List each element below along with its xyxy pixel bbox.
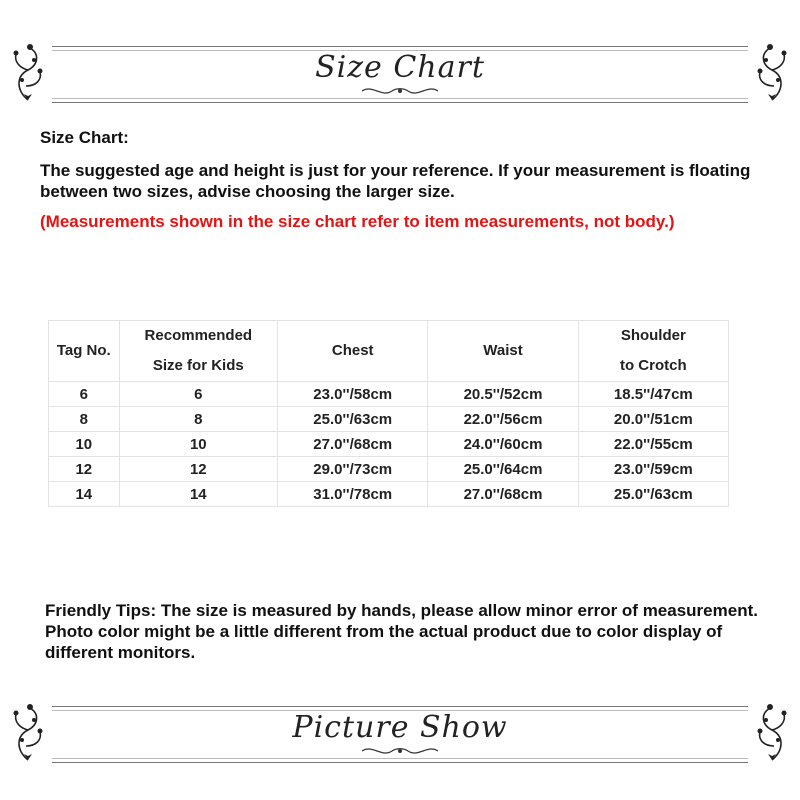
warning-text: (Measurements shown in the size chart refer to item measurements, not body.): [40, 212, 675, 231]
cell-waist: 20.5''/52cm: [428, 382, 578, 407]
footer-banner: [0, 692, 800, 772]
cell-chest: 23.0''/58cm: [278, 382, 428, 407]
cell-shoulder: 20.0''/51cm: [578, 407, 728, 432]
cell-chest: 27.0''/68cm: [278, 432, 428, 457]
cell-kids-size: 14: [119, 482, 278, 507]
cell-chest: 25.0''/63cm: [278, 407, 428, 432]
header-tag-no: Tag No.: [49, 321, 120, 382]
header-line: Recommended: [144, 327, 253, 344]
header-shoulder-to-crotch: [578, 321, 728, 382]
header-line: to Crotch: [619, 357, 687, 374]
cell-chest: 31.0''/78cm: [278, 482, 428, 507]
friendly-tips: Friendly Tips: The size is measured by hands, please allow minor error of measurement. Photo color might be a little different from the actual product due to color display of different monitors.: [45, 601, 758, 662]
cell-tag: 10: [49, 432, 120, 457]
banner-rule: [52, 98, 748, 99]
section-heading: Size Chart:: [40, 128, 129, 147]
cell-shoulder: 23.0''/59cm: [578, 457, 728, 482]
cell-shoulder: 25.0''/63cm: [578, 482, 728, 507]
cell-tag: 6: [49, 382, 120, 407]
banner-title: Size Chart: [315, 50, 485, 85]
header-line: Shoulder: [620, 327, 686, 344]
cell-waist: 24.0''/60cm: [428, 432, 578, 457]
header-recommended-size: [119, 321, 278, 382]
table-row: [49, 382, 729, 407]
cell-kids-size: 12: [119, 457, 278, 482]
banner-rule: [52, 762, 748, 763]
cell-tag: 14: [49, 482, 120, 507]
header-chest: Chest: [278, 321, 428, 382]
header-line: Size for Kids: [152, 357, 244, 374]
cell-kids-size: 10: [119, 432, 278, 457]
banner-rule: [52, 46, 748, 47]
cell-tag: 12: [49, 457, 120, 482]
table-row: [49, 457, 729, 482]
swirl-ornament-icon: [360, 84, 440, 98]
table-header-row: [49, 321, 729, 382]
cell-waist: 27.0''/68cm: [428, 482, 578, 507]
table-row: [49, 432, 729, 457]
header-waist: Waist: [428, 321, 578, 382]
cell-kids-size: 6: [119, 382, 278, 407]
banner-rule: [52, 758, 748, 759]
cell-shoulder: 22.0''/55cm: [578, 432, 728, 457]
cell-waist: 25.0''/64cm: [428, 457, 578, 482]
cell-kids-size: 8: [119, 407, 278, 432]
header-banner: [0, 32, 800, 112]
table-row: [49, 482, 729, 507]
banner-rule: [52, 102, 748, 103]
cell-waist: 22.0''/56cm: [428, 407, 578, 432]
cell-shoulder: 18.5''/47cm: [578, 382, 728, 407]
table-row: [49, 407, 729, 432]
cell-chest: 29.0''/73cm: [278, 457, 428, 482]
intro-text: The suggested age and height is just for your reference. If your measurement is floating between two sizes, advise choosing the larger size.: [40, 161, 751, 201]
banner-rule: [52, 706, 748, 707]
banner-title: Picture Show: [292, 710, 508, 745]
swirl-ornament-icon: [360, 744, 440, 758]
cell-tag: 8: [49, 407, 120, 432]
size-table: [48, 320, 729, 507]
